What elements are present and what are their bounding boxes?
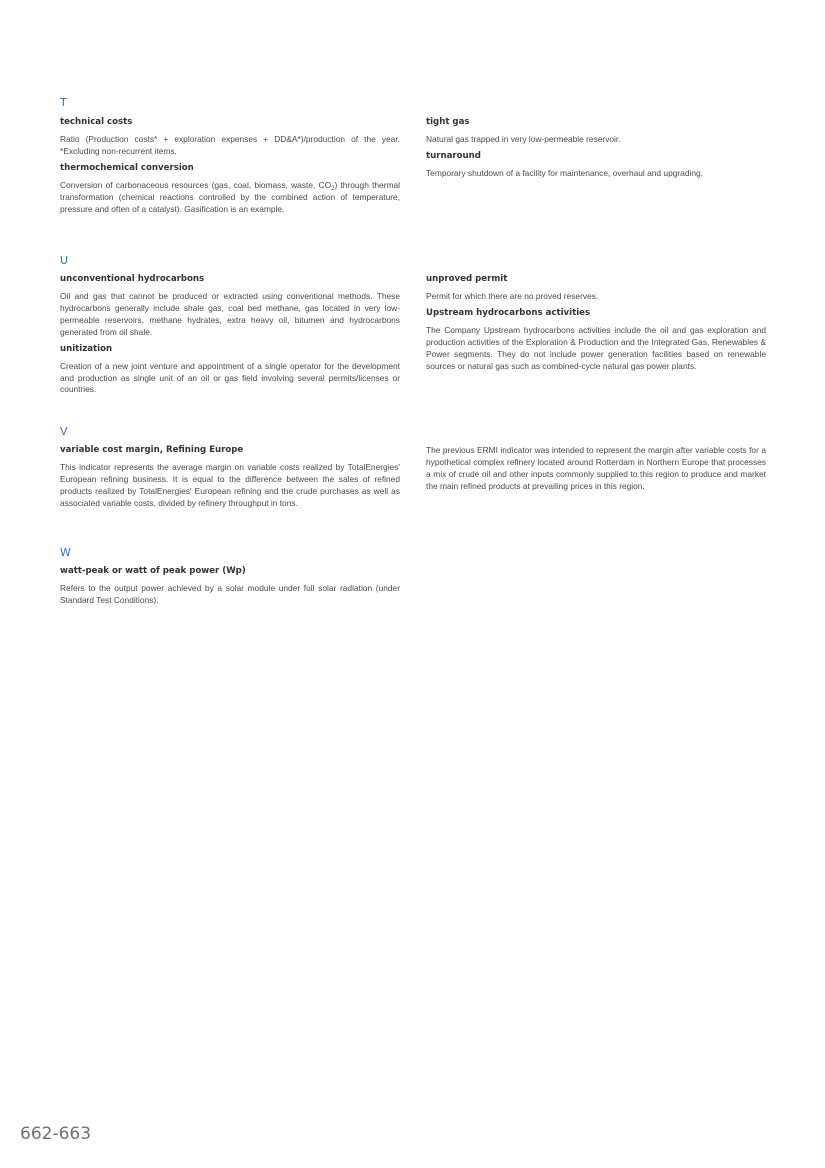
definition-part: ) through thermal transformation (chemical reactions controlled by the combined action of temperature, pressure and often of a catalyst). Gasification is an example. — [60, 179, 400, 214]
glossary-term: turnaround — [426, 150, 481, 161]
glossary-term: Upstream hydrocarbons activities — [426, 307, 591, 318]
glossary-column-right-t — [426, 117, 766, 185]
glossary-column-left-t — [60, 117, 400, 221]
glossary-definition — [60, 180, 400, 216]
glossary-definition: Creation of a new joint venture and appointment of a single operator for the development and production as single unit of an oil or gas field involving several permits/licenses or countries. — [60, 360, 400, 395]
section-letter-v: V — [60, 425, 68, 438]
glossary-term: watt-peak or watt of peak power (Wp) — [60, 566, 246, 576]
section-letter-u: U — [60, 254, 69, 267]
definition-part: Conversion of carbonaceous resources (gas, coal, biomass, waste, CO — [60, 179, 332, 190]
section-letter-t: T — [60, 96, 67, 109]
glossary-term: unitization — [60, 343, 113, 354]
glossary-term: tight gas — [426, 117, 470, 127]
glossary-definition-continued: The previous ERMI indicator was intended to represent the margin after variable costs for a hypothetical complex refinery located around Rotterdam in Northern Europe that processes a mix of crude oil and other inputs commonly supplied to this region to produce and market the main refined products at prevailing prices in this region. — [426, 445, 766, 491]
glossary-definition: Natural gas trapped in very low-permeable reservoir. — [426, 134, 621, 144]
glossary-term: technical costs — [60, 117, 133, 127]
glossary-definition: The Company Upstream hydrocarbons activities include the oil and gas exploration and production activities of the Exploration & Production and the Integrated Gas, Renewables & Power segments. They do not include power generation facilities based on renewable sources or natural gas such as combined-cycle natural gas power plants. — [426, 324, 766, 371]
glossary-term: variable cost margin, Refining Europe — [60, 445, 244, 455]
glossary-definition: Refers to the output power achieved by a solar module under full solar radiation (under Standard Test Conditions). — [60, 583, 400, 605]
glossary-term: unconventional hydrocarbons — [60, 274, 205, 284]
glossary-column-right-u — [426, 274, 766, 378]
glossary-definition: Permit for which there are no proved reserves. — [426, 291, 599, 301]
glossary-term: unproved permit — [426, 274, 508, 284]
glossary-column-left-v — [60, 445, 400, 515]
glossary-column-left-w — [60, 566, 400, 612]
glossary-definition: Temporary shutdown of a facility for maintenance, overhaul and upgrading. — [426, 167, 703, 178]
glossary-definition: Ratio (Production costs* + exploration expenses + DD&A*)/production of the year. *Excluding non-recurrent items. — [60, 134, 400, 156]
section-letter-w: W — [60, 546, 71, 559]
subscript: 2 — [331, 185, 335, 192]
glossary-definition: Oil and gas that cannot be produced or extracted using conventional methods. These hydrocarbons generally include shale gas, coal bed methane, gas located in very low-permeable reservoirs, methane hydrates, extra heavy oil, bitumen and hydrocarbons generated from oil shale. — [60, 291, 400, 337]
glossary-column-left-u — [60, 274, 400, 401]
page-number: 662-663 — [20, 1124, 92, 1144]
glossary-definition: This indicator represents the average margin on variable costs realized by TotalEnergies' European refining business. It is equal to the difference between the sales of refined products realized by TotalEnergies' European refining and the crude purchases as well as associated variable costs, divided by refinery throughput in tons. — [60, 462, 400, 508]
glossary-column-right-v — [426, 445, 766, 498]
glossary-term: thermochemical conversion — [60, 162, 194, 173]
